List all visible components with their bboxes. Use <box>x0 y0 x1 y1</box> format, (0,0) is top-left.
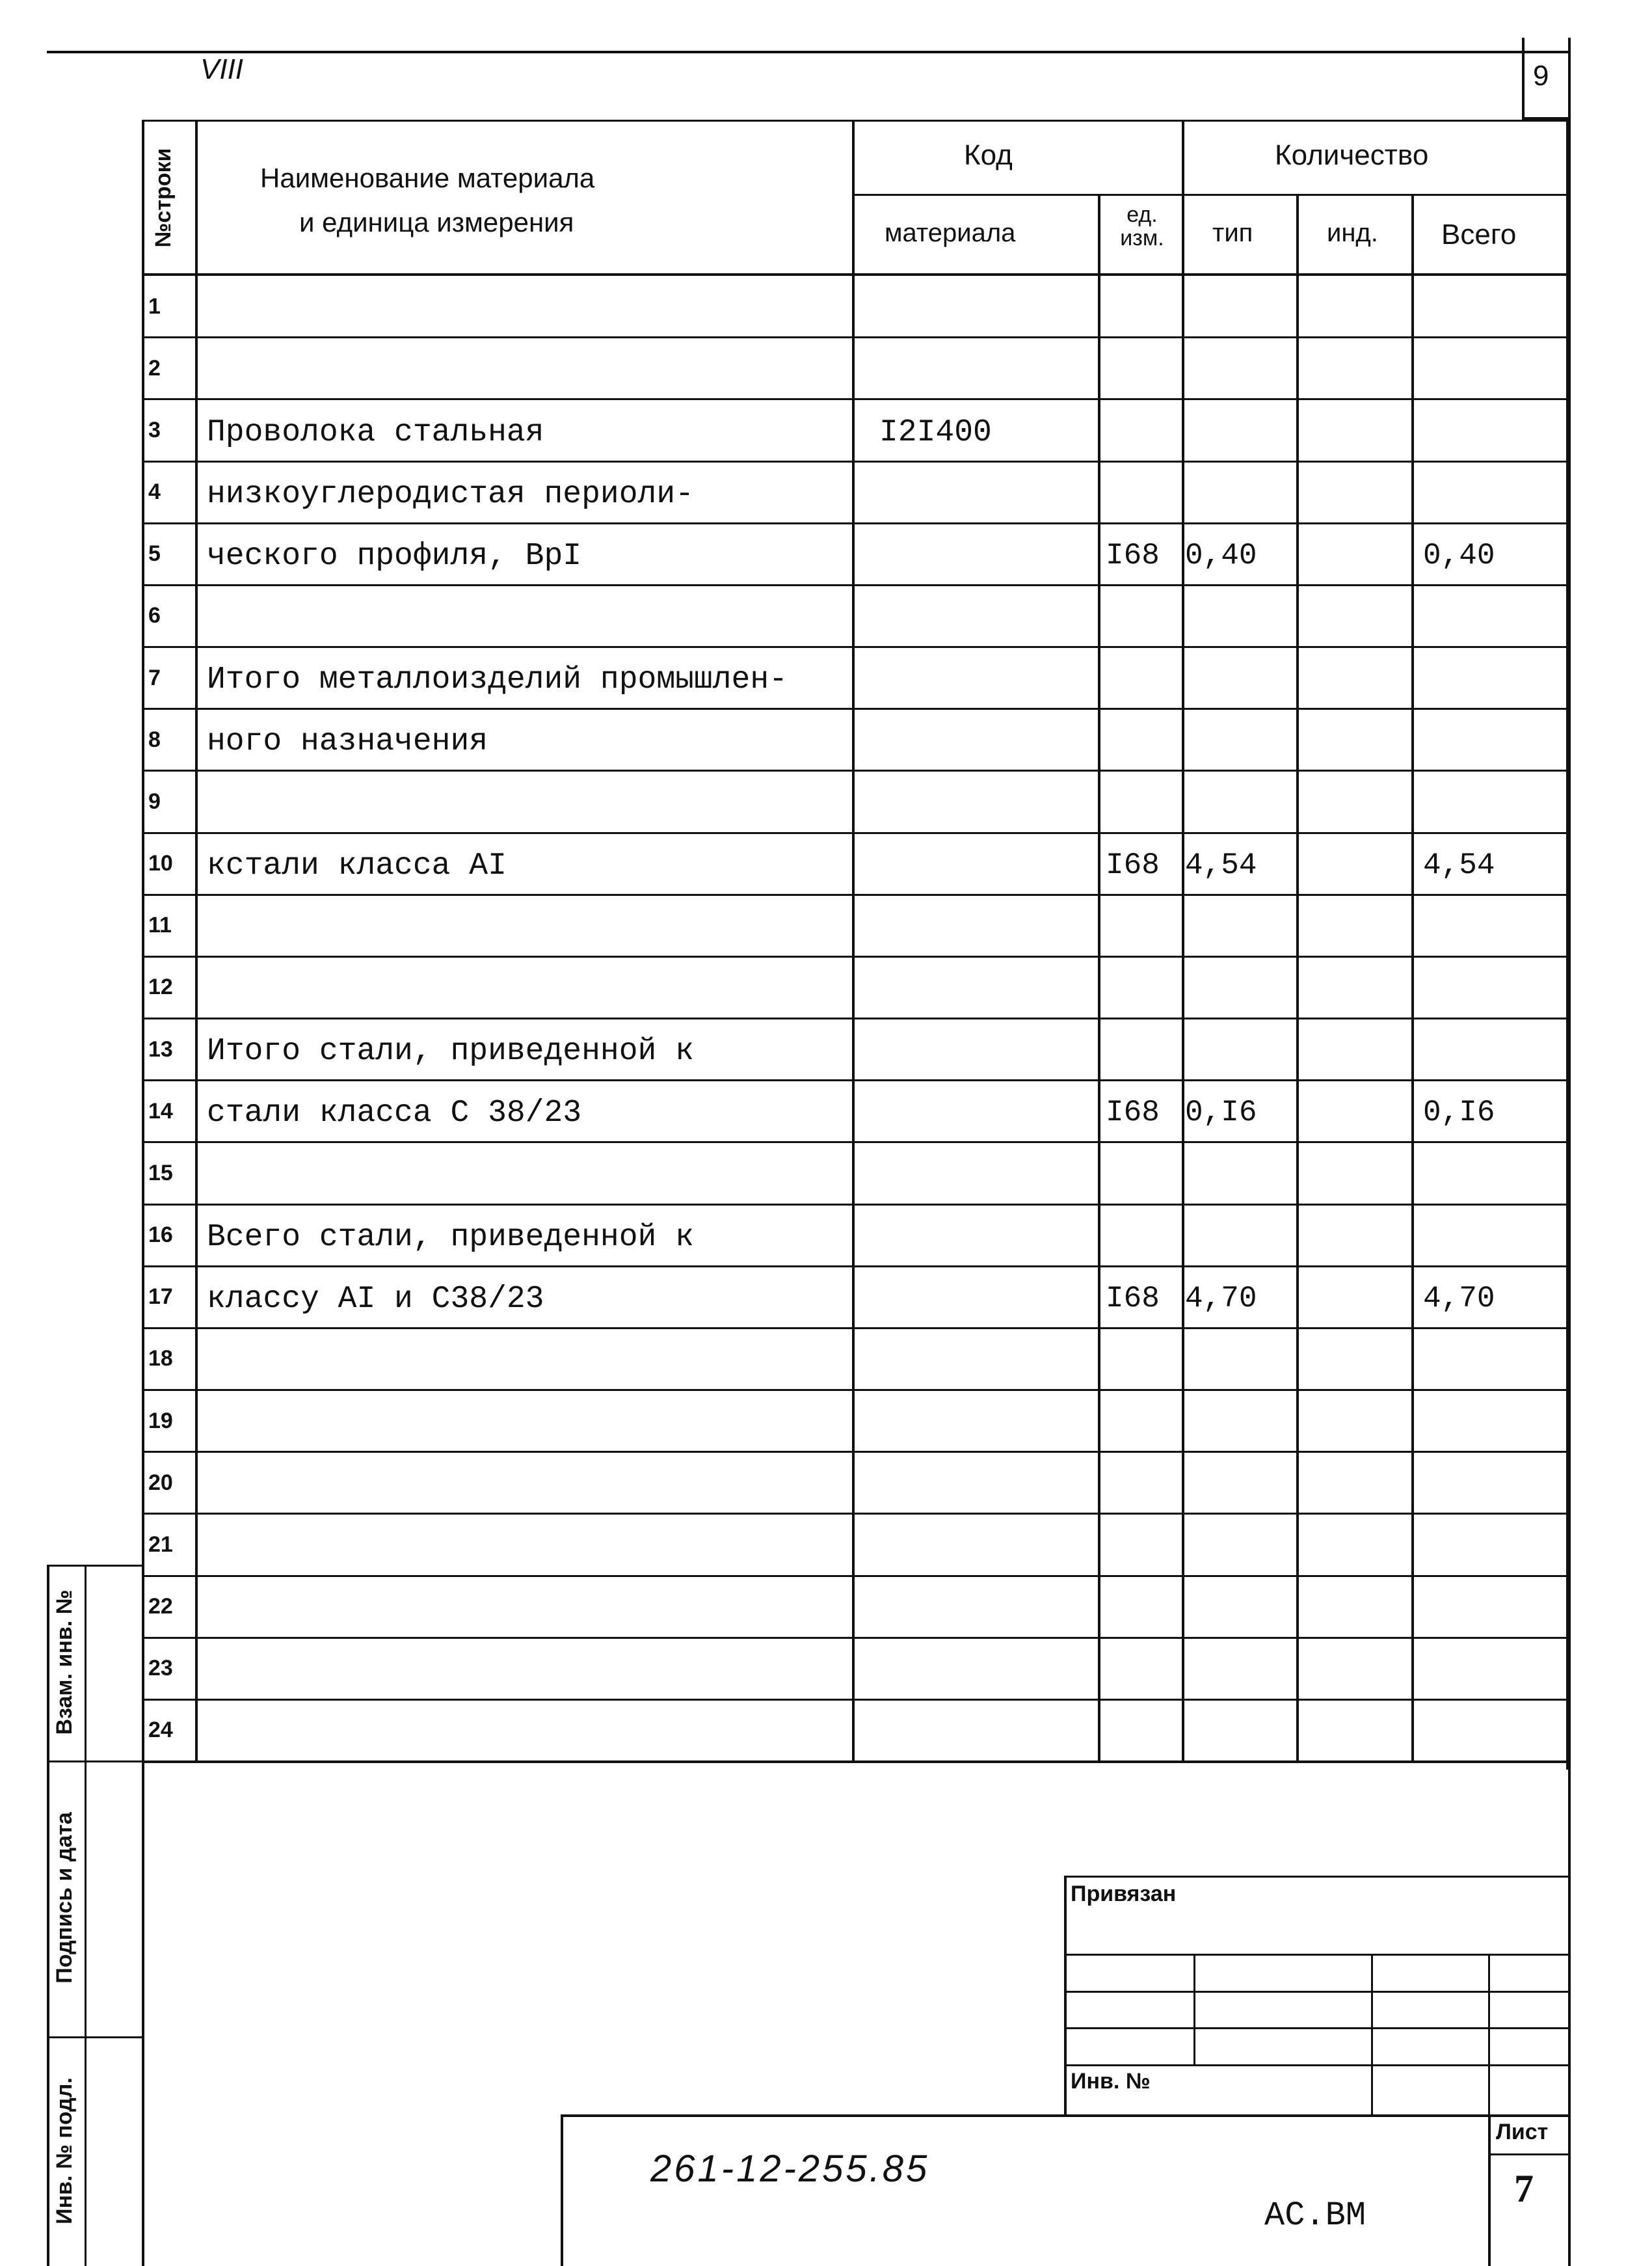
tb-main-top <box>561 2114 1569 2117</box>
col-sep-rowno <box>195 120 198 1762</box>
tb-row-1 <box>1065 1954 1569 1956</box>
row-number: 10 <box>148 851 173 876</box>
header-name-line1: Наименование материала <box>260 163 595 193</box>
tb-col-1 <box>1193 1954 1195 2064</box>
row-divider <box>143 770 1569 772</box>
row-number: 7 <box>148 666 161 690</box>
stamp-vzam-inv: Взам. инв. № <box>52 1589 77 1735</box>
row-number: 14 <box>148 1099 173 1124</box>
row-divider <box>143 956 1569 958</box>
cell-unit: I68 <box>1106 1096 1160 1129</box>
tb-sheet-number: 7 <box>1514 2167 1534 2210</box>
row-number: 21 <box>148 1532 173 1557</box>
row-number: 12 <box>148 975 173 999</box>
row-divider <box>143 1204 1569 1206</box>
row-number: 15 <box>148 1161 173 1185</box>
cell-name: классу АI и С38/23 <box>207 1282 544 1317</box>
row-divider <box>143 584 1569 586</box>
cell-name: Всего стали, приведенной к <box>207 1220 694 1255</box>
header-qty-type: тип <box>1212 219 1253 247</box>
sheet-marker: VIII <box>200 53 244 85</box>
row-number: 22 <box>148 1594 173 1619</box>
row-divider <box>143 1141 1569 1143</box>
row-number: 23 <box>148 1656 173 1680</box>
header-mid-line <box>853 194 1569 196</box>
tb-row-4 <box>1065 2064 1569 2066</box>
cell-total: 4,54 <box>1423 848 1495 882</box>
cell-total: 4,70 <box>1423 1282 1495 1315</box>
cell-type: 0,40 <box>1185 539 1257 573</box>
row-divider <box>143 1699 1569 1701</box>
header-row-no: №строки <box>151 148 176 248</box>
cell-name: ного назначения <box>207 724 488 759</box>
cell-name: ческого профиля, ВрI <box>207 539 582 574</box>
row-number: 9 <box>148 789 161 814</box>
cell-type: 4,70 <box>1185 1282 1257 1315</box>
row-number: 11 <box>148 913 172 937</box>
cell-code: I2I400 <box>879 415 992 450</box>
tb-doc-code: АС.ВМ <box>1264 2196 1366 2235</box>
tb-sheet-label: Лист <box>1496 2120 1549 2144</box>
stamp-mid <box>85 1565 87 2266</box>
cell-type: 0,I6 <box>1185 1096 1257 1129</box>
row-divider <box>143 1327 1569 1329</box>
cell-name: Проволока стальная <box>207 415 544 450</box>
row-divider <box>143 1575 1569 1577</box>
tb-row-3 <box>1065 2027 1569 2029</box>
top-border <box>47 51 1571 53</box>
row-divider <box>143 1265 1569 1267</box>
col-sep-unit <box>1182 120 1184 1762</box>
tb-inv-no-label: Инв. № <box>1071 2069 1151 2094</box>
row-number: 19 <box>148 1409 173 1433</box>
cell-total: 0,I6 <box>1423 1096 1495 1129</box>
tb-privyazan-left <box>1064 1876 1067 2116</box>
row-divider <box>143 461 1569 463</box>
cell-unit: I68 <box>1106 539 1160 573</box>
cell-type: 4,54 <box>1185 848 1257 882</box>
page-box-right <box>1568 38 1571 120</box>
tb-privyazan-label: Привязан <box>1071 1882 1177 1906</box>
row-divider <box>143 646 1569 648</box>
row-number: 13 <box>148 1037 173 1062</box>
col-sep-type <box>1296 194 1299 1762</box>
header-qty-ind: инд. <box>1327 219 1378 247</box>
header-bottom <box>143 273 1569 276</box>
row-number: 2 <box>148 356 161 381</box>
header-qty-group: Количество <box>1275 139 1429 171</box>
table-left <box>142 120 144 2266</box>
table-bottom <box>143 1760 1569 1763</box>
row-divider <box>143 1513 1569 1515</box>
table-right <box>1566 120 1569 1770</box>
row-number: 4 <box>148 479 161 504</box>
stamp-inv-podl: Инв. № подл. <box>52 2077 77 2224</box>
row-number: 18 <box>148 1346 173 1371</box>
tb-col-2 <box>1371 1954 1373 2116</box>
row-divider <box>143 1079 1569 1081</box>
row-divider <box>143 894 1569 896</box>
row-divider <box>143 1451 1569 1453</box>
row-number: 8 <box>148 727 161 752</box>
tb-col-3 <box>1488 1954 1490 2116</box>
col-sep-name <box>852 120 855 1762</box>
tb-sheet-sep <box>1488 2153 1569 2155</box>
row-number: 6 <box>148 603 161 628</box>
cell-unit: I68 <box>1106 848 1160 882</box>
row-divider <box>143 1018 1569 1019</box>
page-number: 9 <box>1533 60 1549 92</box>
cell-name: стали класса С 38/23 <box>207 1096 582 1131</box>
row-divider <box>143 1389 1569 1391</box>
stamp-podpis-data: Подпись и дата <box>52 1812 77 1984</box>
row-number: 24 <box>148 1718 173 1742</box>
cell-name: кстали класса АI <box>207 848 507 883</box>
header-name-line2: и единица измерения <box>299 207 574 237</box>
row-divider <box>143 832 1569 834</box>
row-divider <box>143 1637 1569 1639</box>
cell-name: Итого стали, приведенной к <box>207 1034 694 1069</box>
row-number: 16 <box>148 1222 173 1247</box>
row-divider <box>143 398 1569 400</box>
table-top <box>143 120 1569 122</box>
cell-name: Итого металлоизделий промышлен- <box>207 662 788 697</box>
cell-total: 0,40 <box>1423 539 1495 573</box>
col-sep-code <box>1098 194 1100 1762</box>
tb-sheet-left <box>1488 2114 1491 2266</box>
row-number: 17 <box>148 1284 173 1309</box>
tb-doc-number: 261-12-255.85 <box>650 2148 930 2190</box>
row-divider <box>143 522 1569 524</box>
header-code-material: материала <box>885 219 1016 247</box>
row-number: 5 <box>148 541 161 566</box>
col-sep-ind <box>1411 194 1414 1762</box>
cell-unit: I68 <box>1106 1282 1160 1315</box>
tb-main-left <box>561 2114 563 2266</box>
row-number: 3 <box>148 418 161 442</box>
tb-privyazan-top <box>1065 1876 1569 1878</box>
header-code-unit: ед. изм. <box>1120 202 1164 250</box>
stamp-left <box>47 1565 49 2266</box>
row-divider <box>143 336 1569 338</box>
row-number: 20 <box>148 1470 173 1495</box>
cell-name: низкоуглеродистая периоли- <box>207 477 694 512</box>
tb-row-2 <box>1065 1991 1569 1993</box>
page-box-left <box>1522 38 1525 120</box>
header-qty-total: Всего <box>1441 219 1517 250</box>
row-number: 1 <box>148 294 161 319</box>
header-code-group: Код <box>964 139 1013 171</box>
row-divider <box>143 708 1569 710</box>
